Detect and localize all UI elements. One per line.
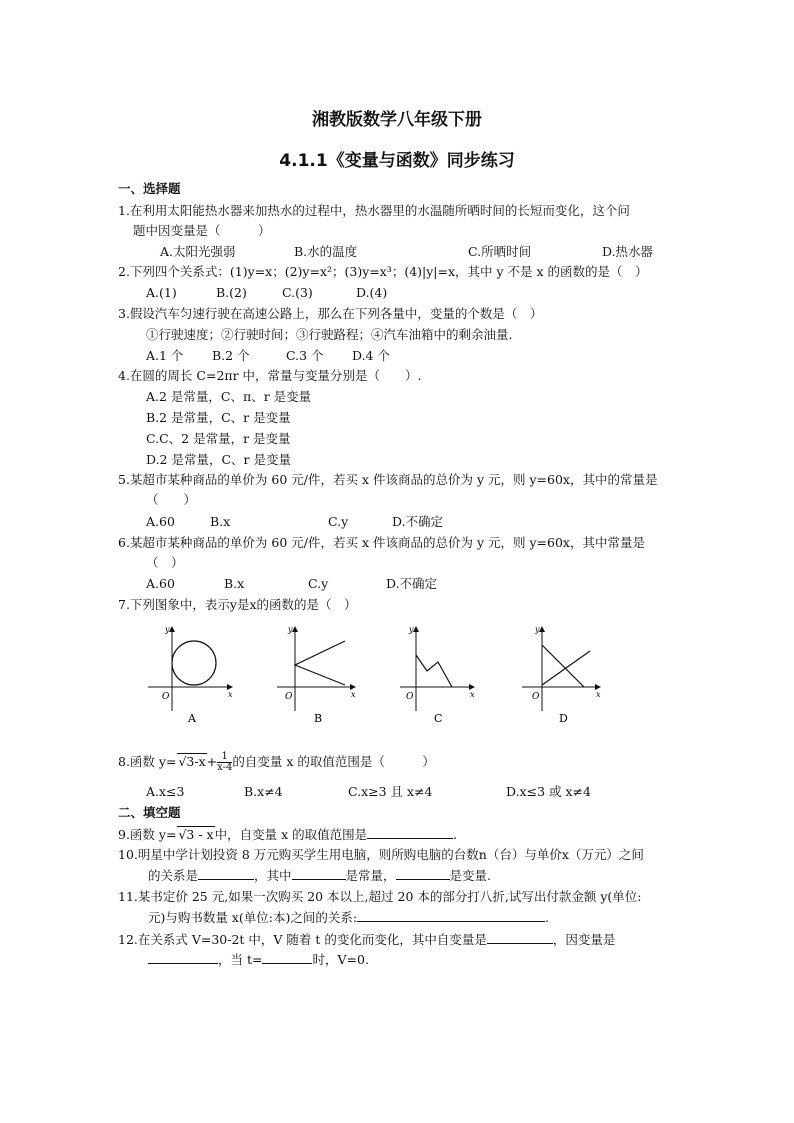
- q3-option-a: A.1 个: [146, 348, 184, 363]
- graph-c-line: [416, 655, 452, 687]
- q9-prefix: 9.函数 y=: [118, 827, 177, 842]
- q12-stem-line1: [118, 931, 615, 948]
- graph-a: [148, 625, 233, 725]
- q9-answer-blank[interactable]: [367, 826, 453, 839]
- q1-stem-line1: 1.在利用太阳能热水器来加热水的过程中，热水器里的水温随所晒时间的长短而变化，这个问: [118, 203, 630, 218]
- q10-blank-relation[interactable]: [198, 867, 254, 880]
- q10-text-a: 的关系是: [148, 868, 199, 883]
- page-subtitle: 4.1.1《变量与函数》同步练习: [279, 151, 515, 171]
- q4-stem: 4.在圆的周长 C=2πr 中，常量与变量分别是（ ）.: [118, 368, 422, 383]
- q4-option-a: A.2 是常量，C、π、r 是变量: [146, 389, 312, 404]
- graph-a-origin: O: [162, 692, 170, 702]
- q6-option-b: B.x: [224, 576, 245, 591]
- q12-text-d: 时，V=0.: [312, 952, 369, 967]
- q9-end: .: [453, 827, 458, 842]
- q8-prefix: 8.函数 y=: [118, 754, 177, 769]
- q6-stem-line1: 6.某超市某种商品的单价为 60 元/件，若买 x 件该商品的总价为 y 元，则 y=60x，其中常量是: [118, 535, 645, 550]
- graph-d-line-rising: [542, 651, 590, 685]
- graph-b-label: B: [314, 712, 323, 725]
- q8-sqrt: √3-x: [178, 754, 206, 769]
- graph-c-origin: O: [406, 692, 414, 702]
- q12-text-b: ，因变量是: [552, 932, 616, 947]
- q3-option-d: D.4 个: [352, 348, 390, 363]
- q11-text-b: .: [545, 910, 550, 925]
- q10-blank-constant[interactable]: [292, 867, 346, 880]
- q5-option-b: B.x: [210, 514, 231, 529]
- graph-c: [400, 625, 475, 725]
- graph-b-x-label: x: [351, 690, 356, 699]
- q8-option-d: D.x≤3 或 x≠4: [506, 784, 591, 799]
- section-choice-heading: 一、选择题: [118, 181, 181, 196]
- q3-option-c: C.3 个: [286, 348, 324, 363]
- graph-a-x-label: x: [228, 690, 233, 699]
- q12-stem-line2: [148, 951, 369, 968]
- q12-blank-dependent[interactable]: [148, 951, 218, 964]
- q3-stem-line2: ①行驶速度；②行驶时间；③行驶路程；④汽车油箱中的剩余油量.: [146, 327, 513, 342]
- q10-blank-variable[interactable]: [396, 867, 450, 880]
- q8-option-a: A.x≤3: [146, 784, 185, 799]
- q6-stem-line2: （ ）: [146, 555, 184, 570]
- q1-option-d: D.热水器: [602, 244, 654, 259]
- q12-blank-independent[interactable]: [487, 931, 553, 944]
- graph-c-x-label: x: [470, 690, 475, 699]
- q1-option-a: A.太阳光强弱: [160, 244, 236, 259]
- graph-d-origin: O: [532, 692, 540, 702]
- q8-suffix: 的自变量 x 的取值范围是（ ）: [232, 754, 435, 769]
- q9-suffix: 中，自变量 x 的取值范围是: [214, 827, 368, 842]
- page-title: 湘教版数学八年级下册: [312, 110, 482, 130]
- graph-a-label: A: [188, 712, 196, 725]
- q9-sqrt: √3 - x: [178, 827, 214, 842]
- q11-text-a: 元)与购书数量 x(单位:本)之间的关系:: [148, 910, 358, 925]
- q9-stem: [118, 826, 457, 843]
- q11-stem-line2: [148, 909, 549, 926]
- q11-stem-line1: 11.某书定价 25 元,如果一次购买 20 本以上,超过 20 本的部分打八折,试写出付款金额 y(单位:: [118, 889, 642, 904]
- graph-c-label: C: [434, 712, 443, 725]
- q2-option-c: C.(3): [282, 285, 313, 300]
- q9-radicand: 3 - x: [186, 827, 214, 842]
- q8-option-b: B.x≠4: [244, 784, 283, 799]
- q2-stem: 2.下列四个关系式：(1)y=x；(2)y=x²；(3)y=x³；(4)|y|=x，其中 y 不是 x 的函数的是（ ）: [118, 264, 648, 279]
- q6-option-a: A.60: [146, 576, 175, 591]
- q8-frac-den: x-4: [217, 762, 233, 773]
- q1-option-b: B.水的温度: [294, 244, 358, 259]
- q2-option-a: A.(1): [146, 285, 177, 300]
- q5-option-a: A.60: [146, 514, 175, 529]
- q10-stem-line1: 10.明星中学计划投资 8 万元购买学生用电脑，则所购电脑的台数n（台）与单价x（万元）之间: [118, 847, 644, 862]
- q4-option-c: C.C、2 是常量，r 是变量: [146, 431, 291, 446]
- q8-plus: +: [206, 754, 218, 769]
- q8-fraction: [217, 752, 232, 773]
- section-fill-heading: 二、填空题: [118, 805, 181, 820]
- graph-d-x-label: x: [596, 690, 601, 699]
- q7-graphs: [0, 615, 794, 735]
- graph-a-y-label: y: [165, 625, 170, 634]
- q8-option-c: C.x≥3 且 x≠4: [348, 784, 433, 799]
- q11-answer-blank[interactable]: [357, 909, 545, 922]
- q2-option-d: D.(4): [356, 285, 388, 300]
- q5-stem-line1: 5.某超市某种商品的单价为 60 元/件，若买 x 件该商品的总价为 y 元，则 y=60x，其中的常量是: [118, 472, 658, 487]
- q8-frac-num: 1: [217, 752, 232, 763]
- q5-option-d: D.不确定: [392, 514, 444, 529]
- graph-d: [522, 625, 601, 725]
- q6-option-c: C.y: [308, 576, 329, 591]
- q12-text-a: 12.在关系式 V=30-2t 中，V 随着 t 的变化而变化，其中自变量是: [118, 932, 487, 947]
- graph-b-y-label: y: [288, 625, 293, 634]
- q3-option-b: B.2 个: [212, 348, 250, 363]
- q10-stem-line2: [148, 867, 491, 884]
- graph-c-y-label: y: [409, 625, 414, 634]
- graph-d-y-label: y: [535, 625, 540, 634]
- q1-stem-line2: 题中因变量是（ ）: [133, 223, 271, 238]
- graph-b-origin: O: [285, 692, 293, 702]
- q8-radicand: 3-x: [186, 754, 206, 769]
- q7-stem: 7.下列图象中，表示y是x的函数的是（ ）: [118, 597, 357, 612]
- graph-b-rays: [295, 641, 345, 685]
- q8-stem: [118, 752, 435, 773]
- q4-option-d: D.2 是常量，C、r 是变量: [146, 452, 291, 467]
- graph-b: [277, 625, 356, 725]
- q5-option-c: C.y: [328, 514, 349, 529]
- q4-option-b: B.2 是常量，C、r 是变量: [146, 410, 291, 425]
- q3-stem-line1: 3.假设汽车匀速行驶在高速公路上，那么在下列各量中，变量的个数是（ ）: [118, 306, 543, 321]
- q6-option-d: D.不确定: [386, 576, 438, 591]
- graph-a-circle: [172, 641, 216, 685]
- q12-text-c: ，当 t=: [218, 952, 263, 967]
- q10-text-c: 是常量，: [345, 868, 396, 883]
- q1-option-c: C.所晒时间: [468, 244, 532, 259]
- q12-blank-t[interactable]: [262, 951, 312, 964]
- graph-d-label: D: [559, 712, 568, 725]
- q2-option-b: B.(2): [216, 285, 247, 300]
- q5-stem-line2: （ ）: [146, 492, 197, 507]
- q10-text-b: ，其中: [254, 868, 292, 883]
- q10-text-d: 是变量.: [449, 868, 492, 883]
